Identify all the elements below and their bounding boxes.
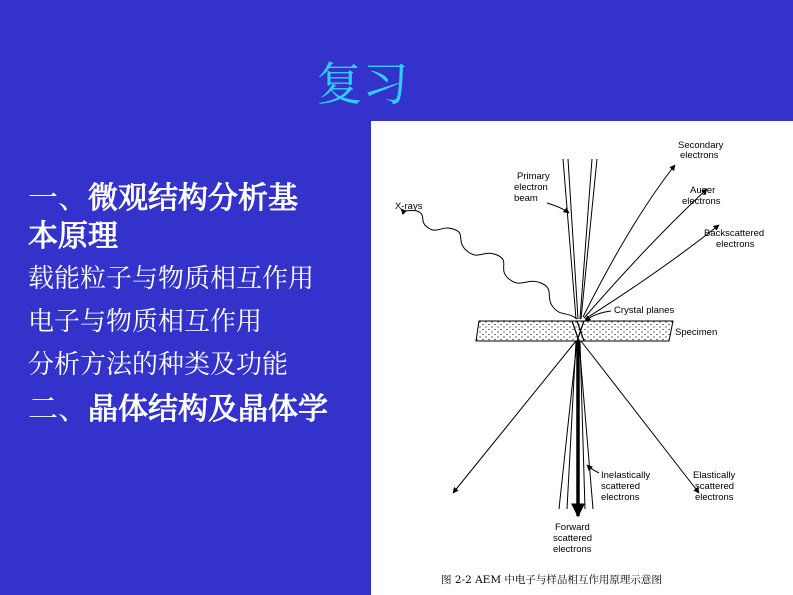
outline-item-1-title-cont: 本原理 [28, 219, 118, 254]
label-xrays: X-rays [395, 201, 423, 212]
slide-title: 复习 [316, 57, 409, 111]
label-forward-3: electrons [553, 544, 592, 555]
label-secondary-2: electrons [680, 150, 719, 161]
label-inelastic-3: electrons [601, 492, 640, 503]
primary-beam [563, 159, 597, 319]
interaction-figure [371, 121, 793, 595]
label-backscattered-1: Backscattered [704, 228, 765, 239]
outline-item-2-prefix: 二、 [28, 392, 88, 427]
label-forward-2: scattered [553, 533, 593, 544]
figure-caption: 图 2-2 AEM 中电子与样品相互作用原理示意图 [441, 574, 662, 586]
label-specimen: Specimen [675, 327, 718, 338]
outline-item-1-prefix: 一、 [28, 181, 88, 216]
label-primary-1: Primary [517, 171, 550, 182]
inner-right-ray [580, 341, 585, 509]
label-crystal-planes: Crystal planes [614, 305, 675, 316]
outline-item-1-line-2 [28, 218, 373, 256]
label-auger-2: electrons [682, 196, 721, 207]
label-elastic-2: scattered [695, 481, 735, 492]
label-elastic-3: electrons [695, 492, 734, 503]
inelastic-pointer [587, 465, 599, 473]
label-primary-3: beam [514, 193, 538, 204]
specimen-slab [476, 321, 673, 341]
outline-item-1-line-1 [28, 180, 373, 218]
label-backscattered-2: electrons [716, 239, 755, 250]
label-forward-1: Forward [555, 522, 590, 533]
label-elastic-1: Elastically [693, 470, 736, 481]
outline-sub-2: 电子与物质相互作用 [28, 307, 263, 337]
secondary-electrons-arrow [583, 165, 675, 317]
outline-sub-1: 载能粒子与物质相互作用 [28, 264, 315, 294]
label-secondary-1: Secondary [678, 140, 724, 151]
wide-left-ray [453, 341, 576, 493]
primary-beam-pointer [547, 203, 569, 213]
auger-electrons-arrow [584, 189, 707, 318]
label-primary-2: electron [514, 182, 548, 193]
outline-item-1-title: 微观结构分析基 [88, 181, 298, 216]
label-inelastic-1: Inelastically [601, 470, 651, 481]
interaction-diagram [371, 121, 793, 595]
outline-item-2 [28, 391, 373, 429]
outline [28, 180, 373, 429]
label-inelastic-2: scattered [601, 481, 641, 492]
label-auger-1: Auger [690, 185, 716, 196]
xrays-wave [401, 209, 577, 319]
outline-item-2-title: 晶体结构及晶体学 [88, 392, 328, 427]
outline-sub-3: 分析方法的种类及功能 [28, 350, 289, 380]
